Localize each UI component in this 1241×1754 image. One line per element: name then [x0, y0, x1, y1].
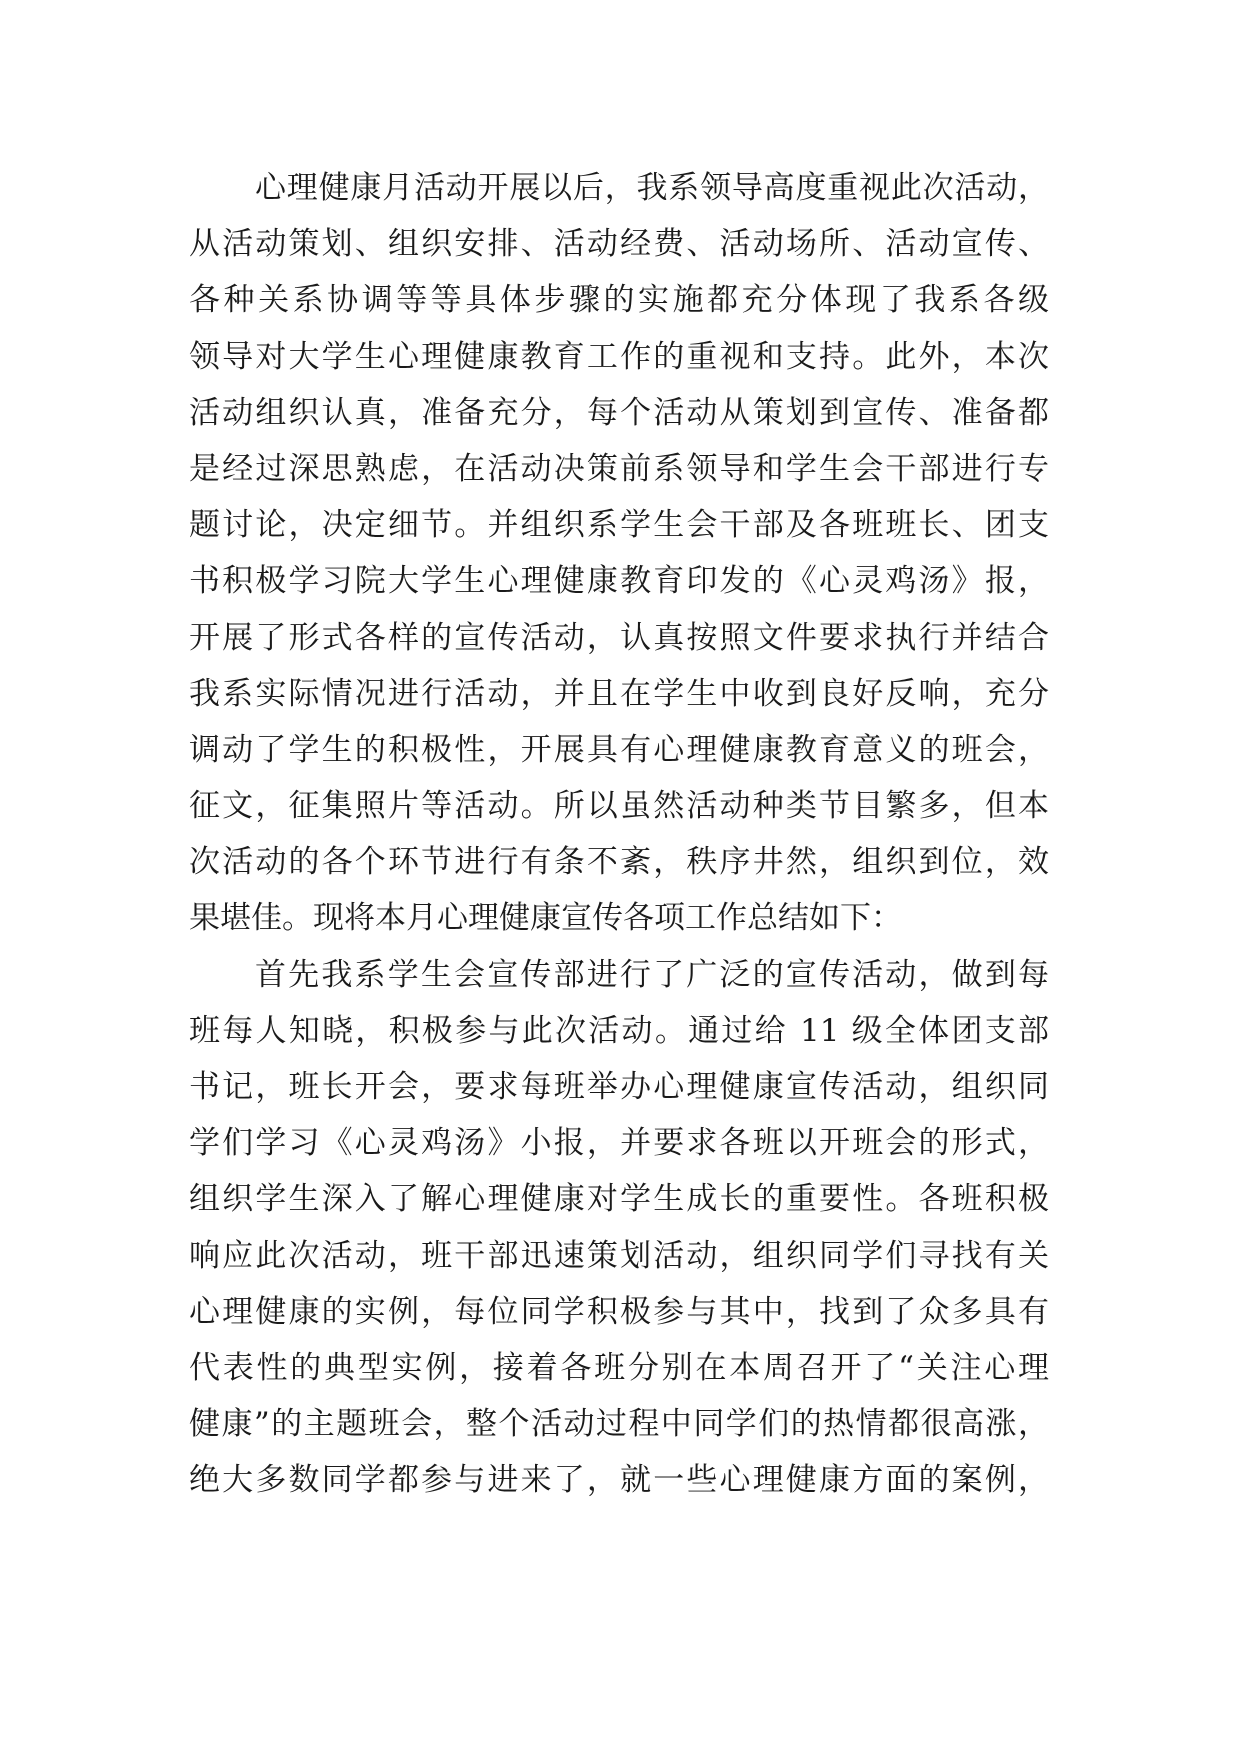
text-line: 从活动策划、组织安排、活动经费、活动场所、活动宣传、	[189, 226, 1049, 263]
text-line: 首先我系学生会宣传部进行了广泛的宣传活动，做到每	[255, 956, 1049, 993]
text-line: 班每人知晓，积极参与此次活动。通过给 11 级全体团支部	[189, 1012, 1049, 1049]
paragraph-2	[189, 947, 1049, 1509]
text-line: 健康”的主题班会，整个活动过程中同学们的热情都很高涨，	[189, 1406, 1049, 1443]
text-line: 组织学生深入了解心理健康对学生成长的重要性。各班积极	[189, 1181, 1049, 1218]
text-line: 绝大多数同学都参与进来了，就一些心理健康方面的案例，	[189, 1462, 1049, 1499]
text-line: 响应此次活动，班干部迅速策划活动，组织同学们寻找有关	[189, 1237, 1049, 1274]
text-line: 活动组织认真，准备充分，每个活动从策划到宣传、准备都	[189, 394, 1049, 431]
text-line: 书积极学习院大学生心理健康教育印发的《心灵鸡汤》报，	[189, 563, 1049, 600]
text-line: 征文，征集照片等活动。所以虽然活动种类节目繁多，但本	[189, 788, 1049, 825]
text-line: 果堪佳。现将本月心理健康宣传各项工作总结如下：	[189, 900, 902, 937]
paragraph-1	[189, 160, 1049, 947]
text-line: 心理健康的实例，每位同学积极参与其中，找到了众多具有	[189, 1293, 1049, 1330]
text-line: 心理健康月活动开展以后，我系领导高度重视此次活动，	[255, 170, 1049, 206]
text-line: 学们学习《心灵鸡汤》小报，并要求各班以开班会的形式，	[189, 1125, 1049, 1162]
text-line: 我系实际情况进行活动，并且在学生中收到良好反响，充分	[189, 675, 1049, 712]
text-line: 领导对大学生心理健康教育工作的重视和支持。此外，本次	[189, 338, 1049, 375]
text-line: 各种关系协调等等具体步骤的实施都充分体现了我系各级	[189, 282, 1049, 319]
text-line: 书记，班长开会，要求每班举办心理健康宣传活动，组织同	[189, 1069, 1049, 1105]
text-line: 题讨论，决定细节。并组织系学生会干部及各班班长、团支	[189, 507, 1049, 544]
text-line: 调动了学生的积极性，开展具有心理健康教育意义的班会，	[189, 731, 1049, 768]
text-line: 代表性的典型实例，接着各班分别在本周召开了“关注心理	[189, 1349, 1049, 1386]
text-line: 开展了形式各样的宣传活动，认真按照文件要求执行并结合	[189, 619, 1049, 656]
text-line: 是经过深思熟虑，在活动决策前系领导和学生会干部进行专	[189, 450, 1049, 487]
text-line: 次活动的各个环节进行有条不紊，秩序井然，组织到位，效	[189, 844, 1049, 881]
body-text	[189, 160, 1049, 1509]
